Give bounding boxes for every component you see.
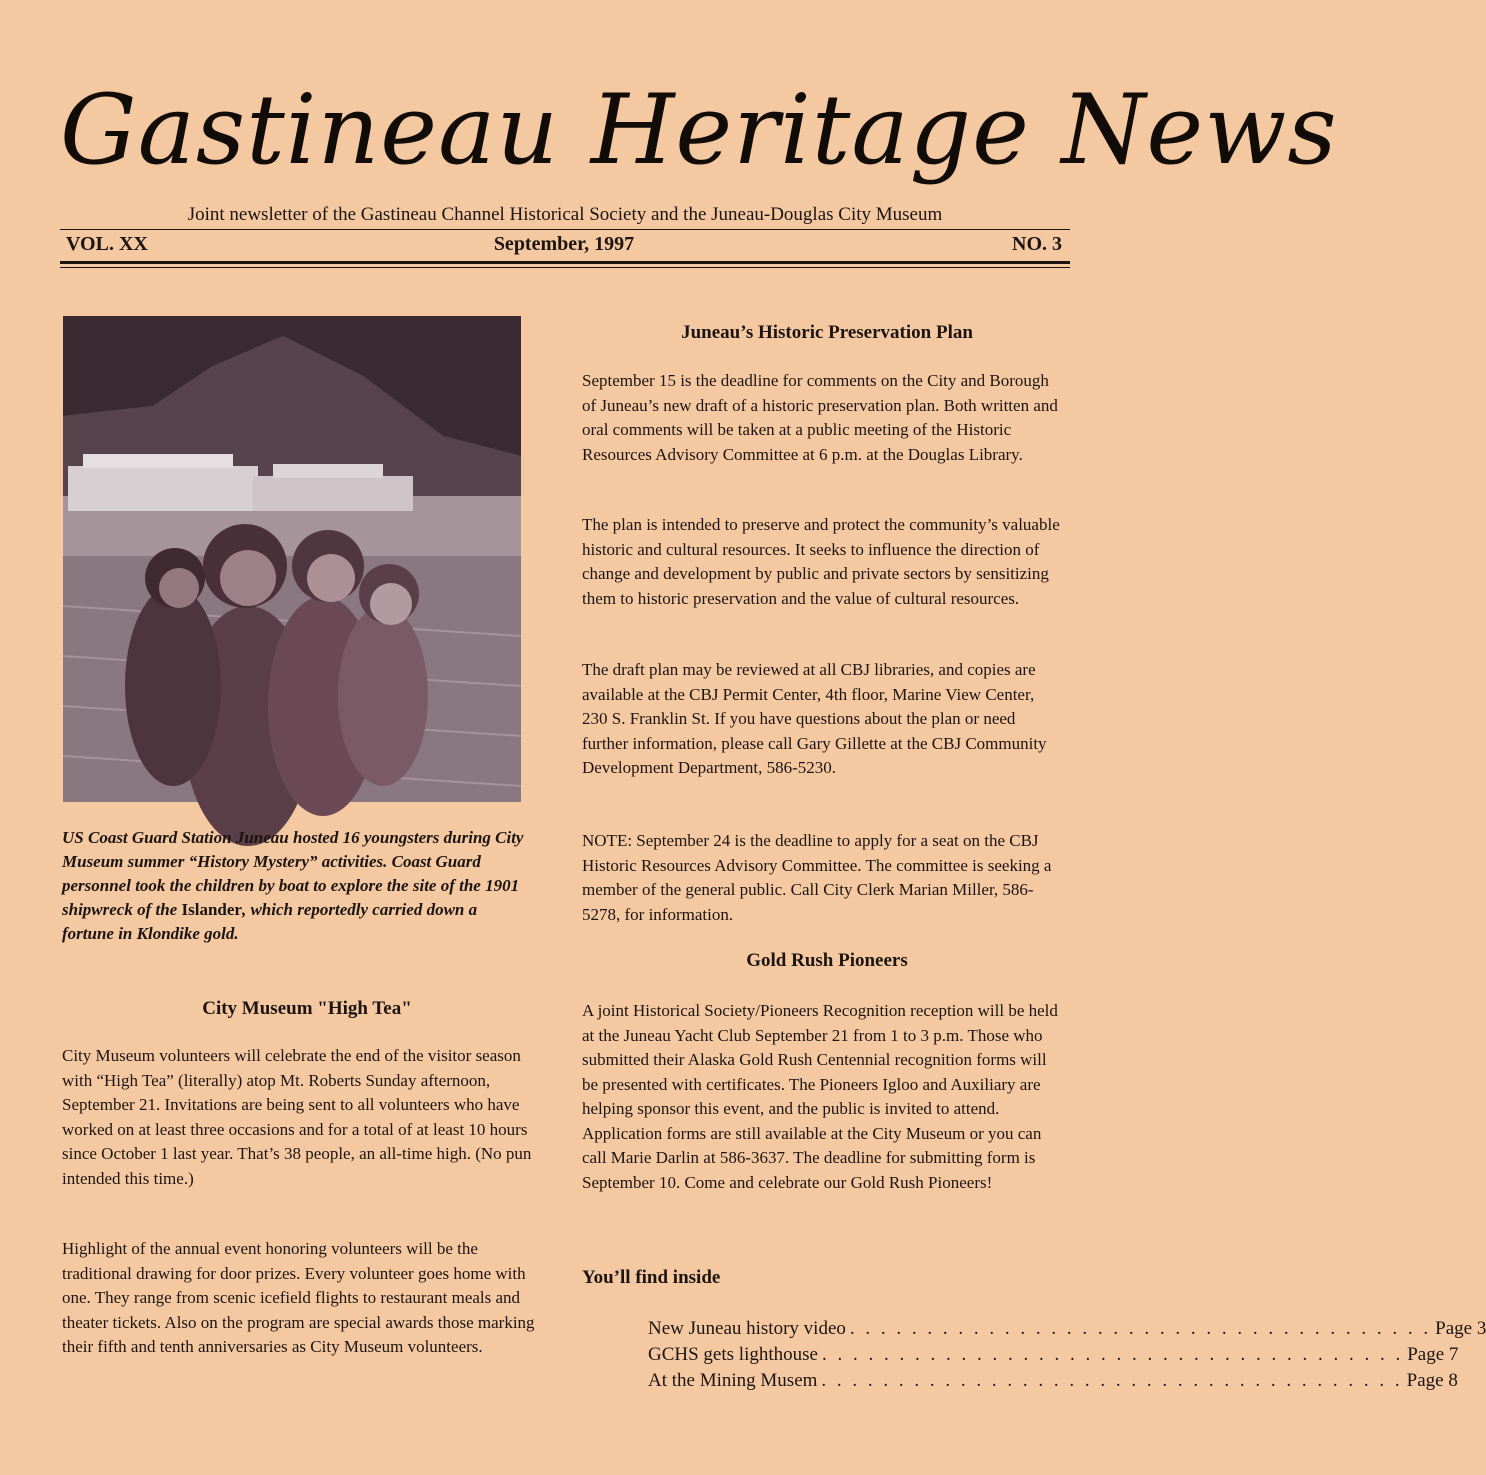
toc-item: [648, 1342, 1459, 1368]
preservation-note: NOTE: September 24 is the deadline to apply for a seat on the CBJ Historic Resources Advisory Committee. The committee is seeking a member of the general public. Call City Clerk Marian Miller, 586-5278, for information.: [582, 831, 1052, 924]
toc-item-title: New Juneau history video: [648, 1318, 846, 1339]
preservation-paragraph-2: The plan is intended to preserve and protect the community’s valuable historic and cultural resources. It seeks to influence the direction of change and development by public and private sectors by sensitizing them to historic preservation and the value of cultural resources.: [582, 515, 1060, 608]
volume-label: VOL. XX: [66, 233, 148, 255]
toc-leader-dots: [822, 1342, 1403, 1368]
inside-heading: You’ll find inside: [582, 1267, 721, 1288]
masthead-rule-bottom: [60, 261, 1070, 264]
high-tea-heading: City Museum "High Tea": [202, 998, 412, 1019]
inside-contents-list: [648, 1316, 1486, 1394]
toc-item: [648, 1368, 1458, 1394]
photo-caption: [62, 826, 532, 946]
caption-text-2: , which reportedly carried down a fortune in Klondike gold.: [62, 900, 478, 943]
toc-leader-dots: [850, 1316, 1431, 1342]
masthead-rule-top: [60, 229, 1070, 230]
issue-info-row: [66, 231, 1062, 257]
preservation-heading: Juneau’s Historic Preservation Plan: [681, 322, 973, 343]
toc-leader-dots: [821, 1368, 1402, 1394]
issue-number: NO. 3: [1012, 233, 1062, 255]
caption-ship-name: Islander: [181, 900, 242, 919]
pioneers-heading: Gold Rush Pioneers: [746, 950, 908, 971]
high-tea-paragraph-1: City Museum volunteers will celebrate the end of the visitor season with “High Tea” (literally) atop Mt. Roberts Sunday afternoon, September 21. Invitations are being sent to all volunteers who have worked on at least three occasions and for a total of at least 10 hours since October 1 last year. That’s 38 people, an all-time high. (No pun intended this time.): [62, 1046, 532, 1188]
preservation-paragraph-3: The draft plan may be reviewed at all CBJ libraries, and copies are available at the CBJ Permit Center, 4th floor, Marine View Center, 230 S. Franklin St. If you have questions about the plan or need further information, please call Gary Gillette at the CBJ Community Development Department, 586-5230.: [582, 660, 1047, 777]
toc-item: [648, 1316, 1486, 1342]
masthead-subtitle: Joint newsletter of the Gastineau Channel Historical Society and the Juneau-Douglas City Museum: [187, 204, 943, 225]
caption-text-1: US Coast Guard Station Juneau hosted 16 youngsters during City Museum summer “History Mystery” activities. Coast Guard personnel took the children by boat to explore the site of the 1901 shipwreck of the: [62, 828, 524, 919]
masthead-rule-bottom-thin: [60, 267, 1070, 268]
preservation-paragraph-1: September 15 is the deadline for comments on the City and Borough of Juneau’s new draft of a historic preservation plan. Both written and oral comments will be taken at a public meeting of the Historic Resources Advisory Committee at 6 p.m. at the Douglas Library.: [582, 371, 1058, 464]
toc-item-title: GCHS gets lighthouse: [648, 1344, 818, 1365]
pioneers-paragraph: A joint Historical Society/Pioneers Recognition reception will be held at the Juneau Yacht Club September 21 from 1 to 3 p.m. Those who submitted their Alaska Gold Rush Centennial recognition forms will be presented with certificates. The Pioneers Igloo and Auxiliary are helping sponsor this event, and the public is invited to attend. Application forms are still available at the City Museum or you can call Marie Darlin at 586-3637. The deadline for submitting form is September 10. Come and celebrate our Gold Rush Pioneers!: [582, 1001, 1058, 1192]
issue-date: September, 1997: [493, 233, 635, 255]
toc-item-page: Page 8: [1406, 1370, 1458, 1391]
toc-item-page: Page 7: [1407, 1344, 1459, 1365]
toc-item-page: Page 3: [1435, 1318, 1486, 1339]
toc-item-title: At the Mining Musem: [648, 1370, 818, 1391]
high-tea-paragraph-2: Highlight of the annual event honoring volunteers will be the traditional drawing for door prizes. Every volunteer goes home with one. They range from scenic icefield flights to restaurant meals and theater tickets. Also on the program are special awards those marking their fifth and tenth anniversaries as City Museum volunteers.: [62, 1239, 535, 1356]
masthead-title: Gastineau Heritage News: [60, 74, 1338, 186]
coast-guard-photo: [63, 316, 521, 802]
